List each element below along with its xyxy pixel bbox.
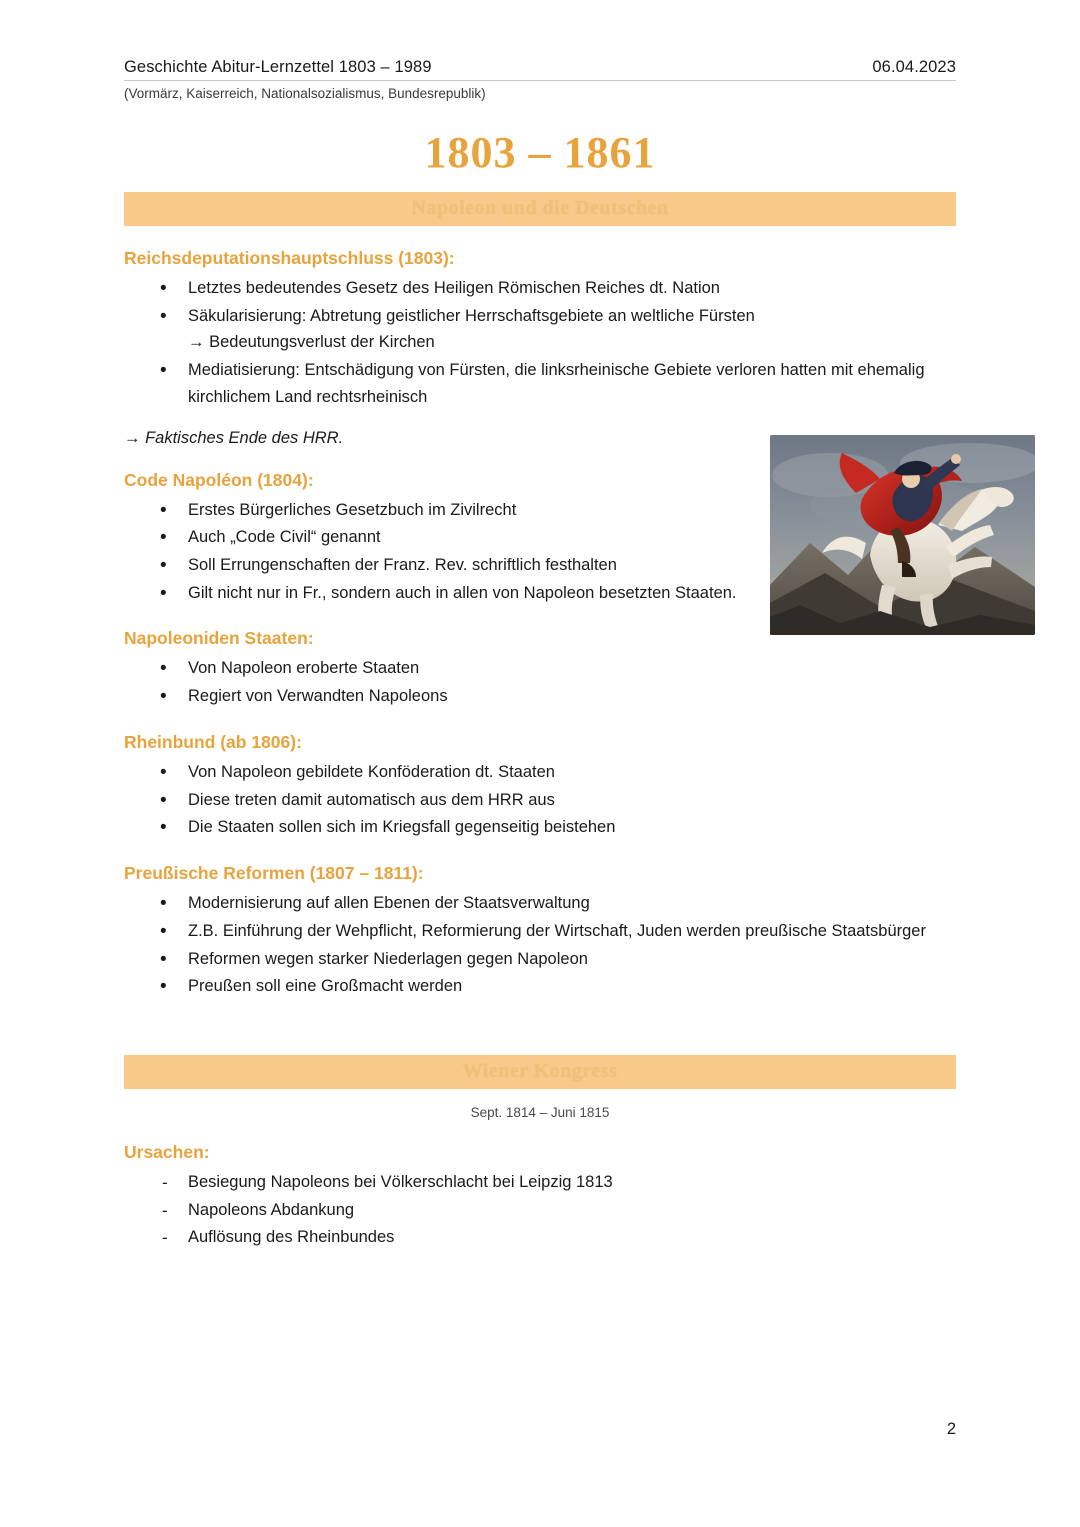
list-item-text: Reformen wegen starker Niederlagen gegen Napoleon <box>188 949 588 968</box>
list-item-text: Letztes bedeutendes Gesetz des Heiligen Römischen Reiches dt. Nation <box>188 279 720 297</box>
list-item <box>160 1224 956 1251</box>
list-rheinbund <box>124 759 956 841</box>
list-item <box>160 814 956 841</box>
page-content <box>124 58 956 1252</box>
list-item <box>160 357 956 410</box>
list-item-text: Auflösung des Rheinbundes <box>188 1228 395 1247</box>
heading-reichsdeputationshauptschluss: Reichsdeputationshauptschluss (1803): <box>124 248 455 268</box>
list-item-text: Gilt nicht nur in Fr., sondern auch in allen von Napoleon besetzten Staaten. <box>188 583 737 602</box>
list-item <box>160 275 956 302</box>
heading-napoleoniden-staaten: Napoleoniden Staaten: <box>124 628 314 649</box>
heading-code-napoleon: Code Napoléon (1804): <box>124 469 314 490</box>
list-item-text: Z.B. Einführung der Wehpflicht, Reformierung der Wirtschaft, Juden werden preußische Staatsbürger <box>188 921 926 940</box>
list-item-text: Von Napoleon eroberte Staaten <box>188 659 420 678</box>
header-divider <box>124 80 956 81</box>
list-item <box>160 787 956 814</box>
section-spacer <box>124 1001 956 1055</box>
list-preussische-reformen <box>124 890 956 1000</box>
list-item <box>160 946 956 973</box>
list-item <box>160 655 956 682</box>
list-ursachen <box>124 1169 956 1251</box>
list-napoleoniden-staaten <box>124 655 956 709</box>
list-item-text: Soll Errungenschaften der Franz. Rev. schriftlich festhalten <box>188 556 617 575</box>
list-item <box>160 580 748 607</box>
list-item-text: Die Staaten sollen sich im Kriegsfall gegenseitig beistehen <box>188 818 616 837</box>
list-item-text: Regiert von Verwandten Napoleons <box>188 687 448 706</box>
page-number: 2 <box>946 1420 956 1438</box>
list-item-text: Besiegung Napoleons bei Völkerschlacht bei Leipzig 1813 <box>188 1172 613 1191</box>
wiener-kongress-dates: Sept. 1814 – Juni 1815 <box>470 1104 610 1120</box>
header-date: 06.04.2023 <box>872 58 956 76</box>
list-item-text: Napoleons Abdankung <box>188 1200 355 1219</box>
list-item-text: Säkularisierung: Abtretung geistlicher Herrschaftsgebiete an weltliche Fürsten <box>188 306 755 325</box>
list-reichsdeputationshauptschluss <box>124 275 956 411</box>
list-item <box>160 1197 956 1224</box>
heading-rheinbund: Rheinbund (ab 1806): <box>124 731 302 752</box>
list-item-text: Preußen soll eine Großmacht werden <box>188 977 463 996</box>
list-item-subtext: → Bedeutungsverlust der Kirchen <box>188 333 435 352</box>
arrow-icon: → <box>124 428 146 447</box>
list-item <box>160 759 956 786</box>
document-header <box>124 58 956 77</box>
section-banner-wiener-kongress: Wiener Kongress <box>124 1055 956 1089</box>
page-title: 1803 – 1861 <box>424 128 656 177</box>
napoleon-crossing-the-alps-painting <box>770 435 1035 635</box>
heading-preussische-reformen: Preußische Reformen (1807 – 1811): <box>124 863 424 884</box>
note-text: Faktisches Ende des HRR. <box>145 428 344 447</box>
header-subtitle: (Vormärz, Kaiserreich, Nationalsozialismus, Bundesrepublik) <box>124 86 486 101</box>
list-item <box>160 683 956 710</box>
list-item-text: Diese treten damit automatisch aus dem HRR aus <box>188 790 555 809</box>
header-title: Geschichte Abitur-Lernzettel 1803 – 1989 <box>124 58 432 76</box>
list-item <box>160 303 956 356</box>
list-item-text: Erstes Bürgerliches Gesetzbuch im Zivilrecht <box>188 500 517 519</box>
list-item <box>160 918 956 945</box>
section-banner-napoleon: Napoleon und die Deutschen <box>124 192 956 226</box>
list-item-text: Auch „Code Civil“ genannt <box>188 528 381 547</box>
list-item <box>160 1169 956 1196</box>
list-item-text: Modernisierung auf allen Ebenen der Staatsverwaltung <box>188 894 590 913</box>
list-item <box>160 973 956 1000</box>
list-item-text: Von Napoleon gebildete Konföderation dt. Staaten <box>188 762 555 781</box>
list-item-text: Mediatisierung: Entschädigung von Fürsten, die linksrheinische Gebiete verloren hatten mit ehemalig kirchlichem Land rechtsrheinisch <box>188 361 925 406</box>
list-item <box>160 890 956 917</box>
heading-ursachen: Ursachen: <box>124 1141 210 1162</box>
